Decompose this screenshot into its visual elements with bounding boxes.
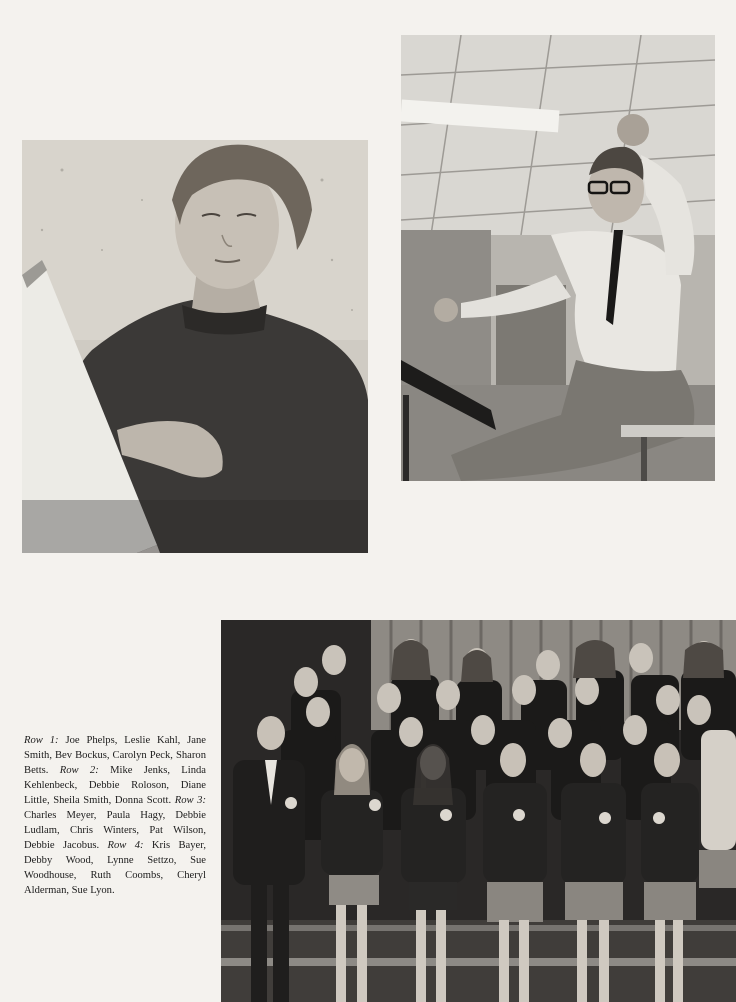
choir-group-photo bbox=[221, 620, 736, 1002]
row-1-label: Row 1: bbox=[24, 735, 59, 746]
choir-roster-caption bbox=[24, 733, 206, 898]
row-4-label: Row 4: bbox=[107, 840, 144, 851]
pianist-photo bbox=[22, 140, 368, 553]
row-1-names: Joe Phelps, Leslie Kahl, Jane Smith, Bev Bockus, Carolyn Peck, Sharon Betts. bbox=[24, 735, 207, 776]
row-4-names: Kris Bayer, Debby Wood, Lynne Settzo, Sue Woodhouse, Ruth Coombs, Cheryl Alderman, Sue Lyon. bbox=[24, 840, 207, 896]
row-2-names: Mike Jenks, Linda Kehlenbeck, Debbie Roloson, Diane Little, Sheila Smith, Donna Scott. bbox=[24, 765, 207, 806]
row-3-names: Charles Meyer, Paula Hagy, Debbie Ludlam, Chris Winters, Pat Wilson, Debbie Jacobus. bbox=[24, 810, 206, 851]
conductor-photo bbox=[401, 35, 715, 481]
row-2-label: Row 2: bbox=[59, 765, 99, 776]
row-3-label: Row 3: bbox=[174, 795, 206, 806]
